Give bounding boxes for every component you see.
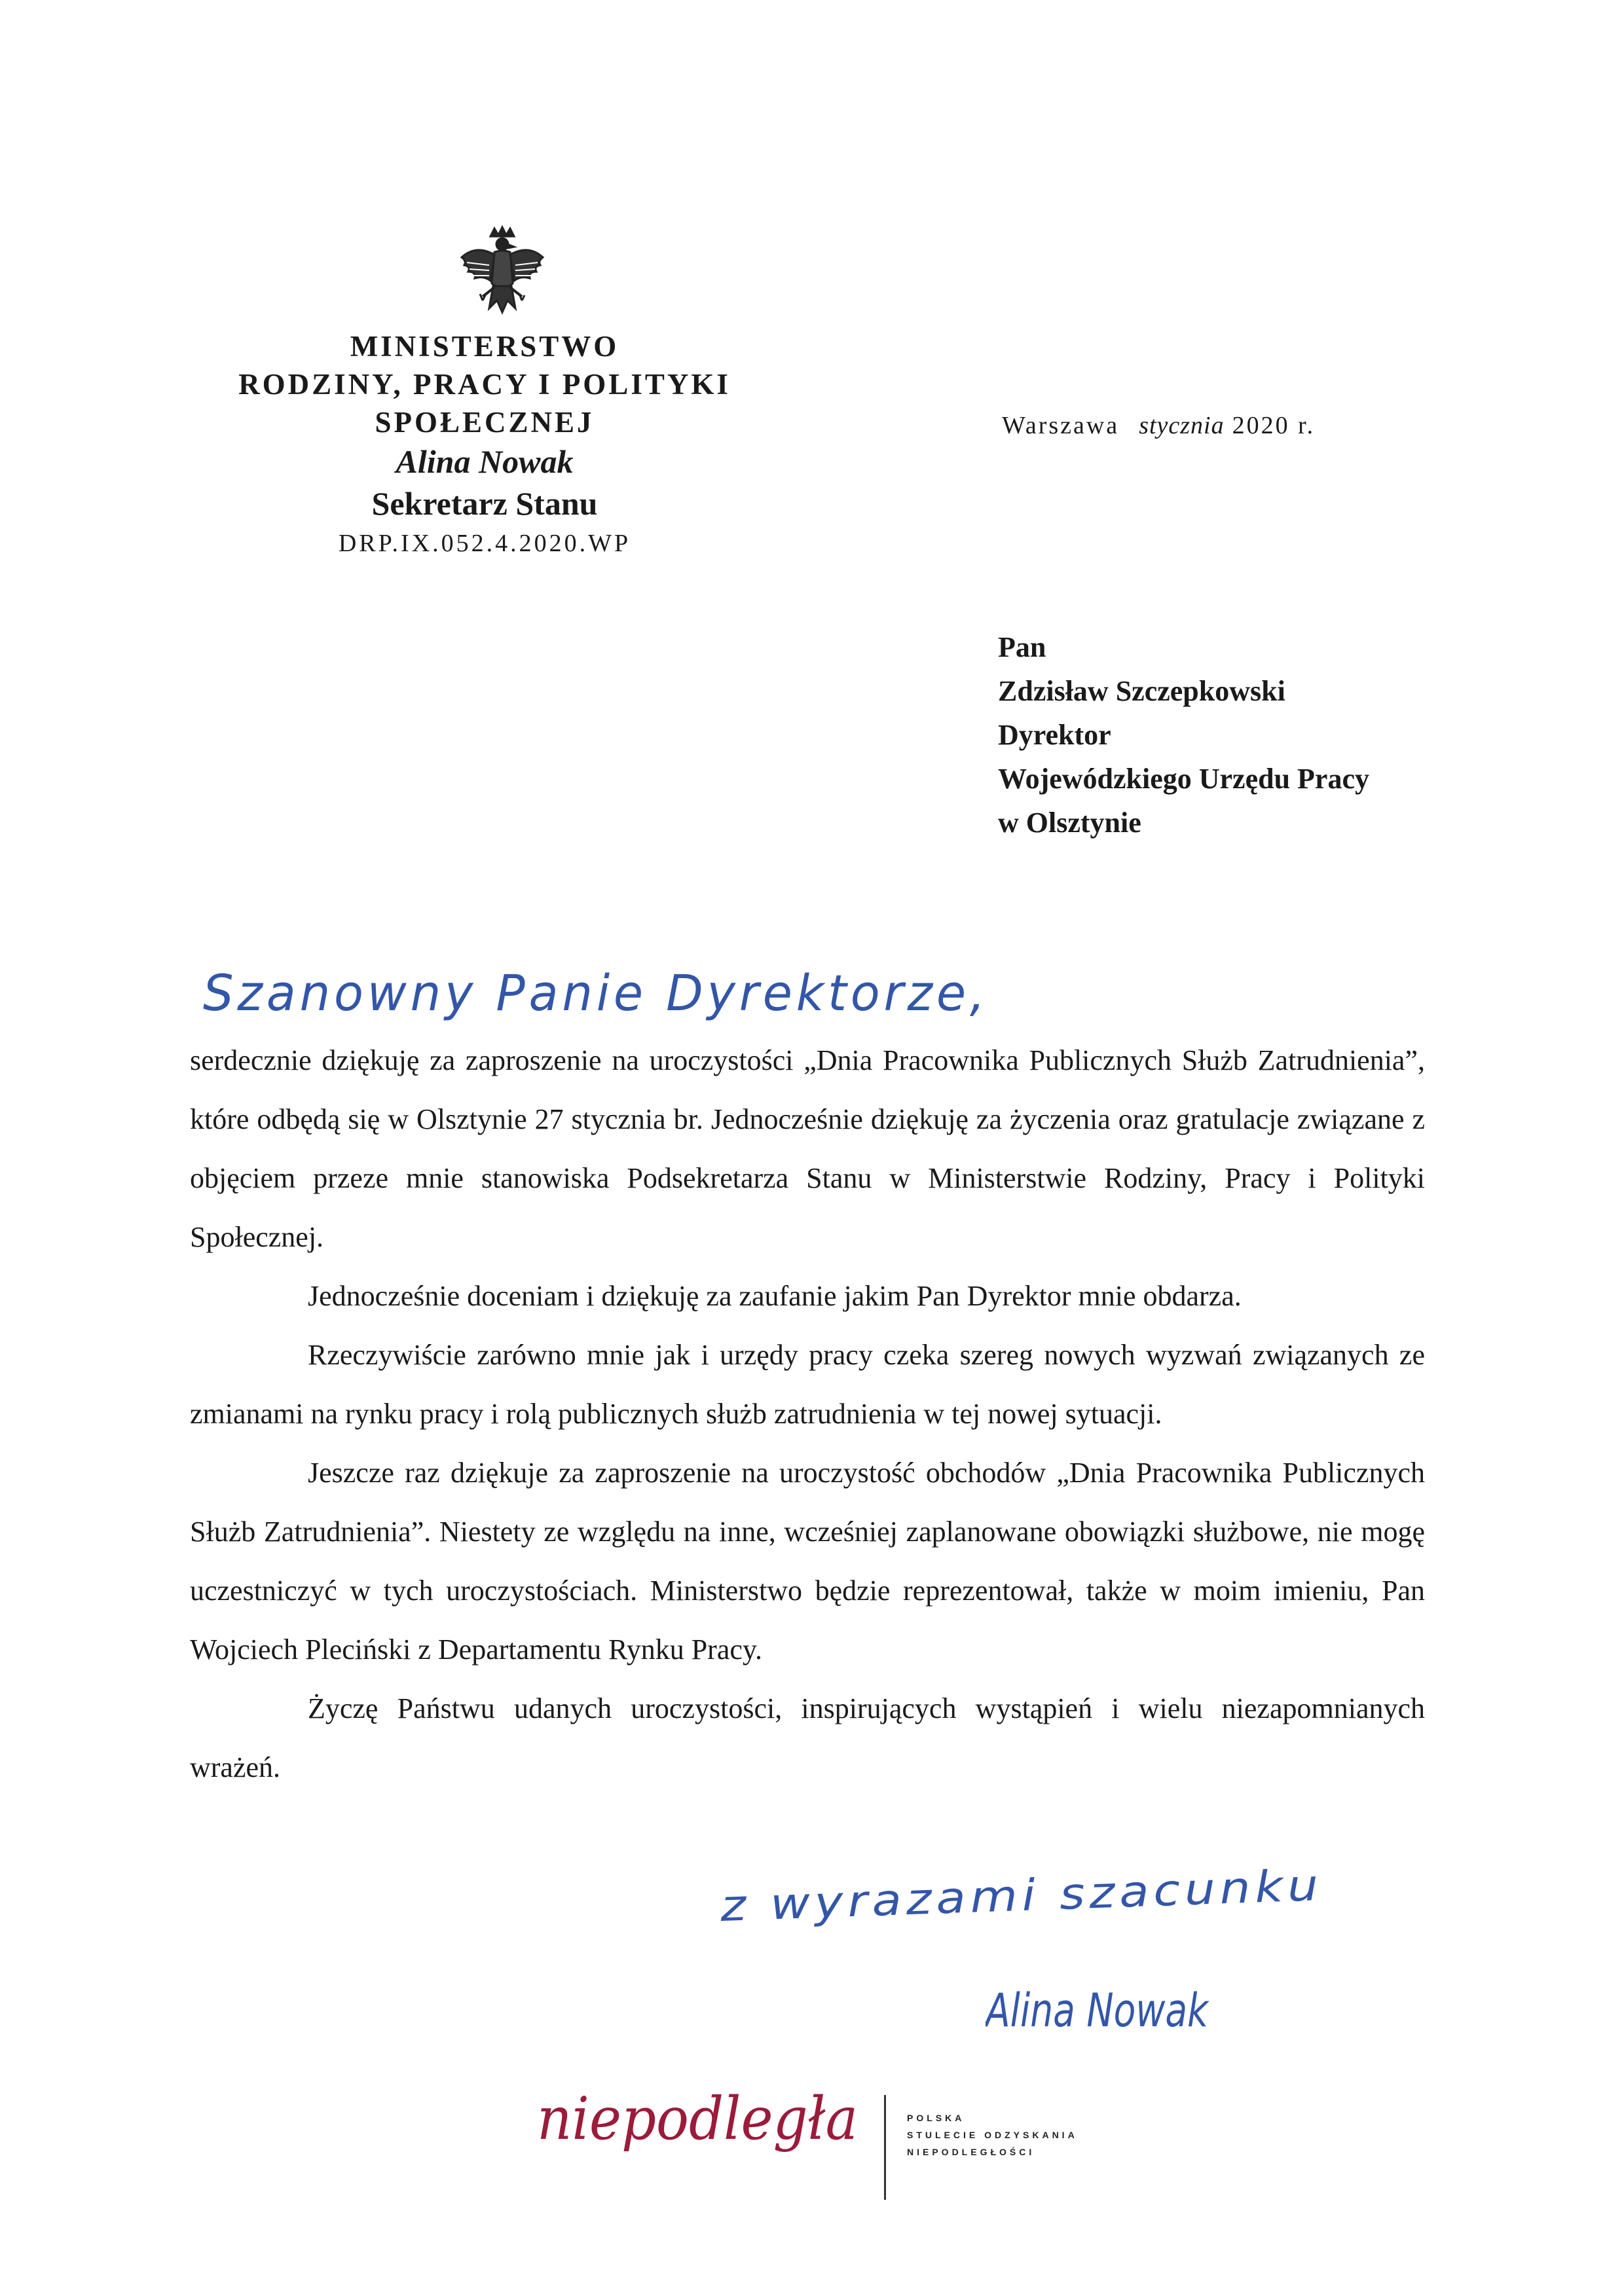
- addressee-block: [998, 625, 1369, 845]
- footer-line3: NIEPODLEGŁOŚCI: [907, 2147, 1035, 2157]
- addressee-institution: Wojewódzkiego Urzędu Pracy: [998, 763, 1369, 795]
- body-paragraph-5: Życzę Państwu udanych uroczystości, inspirujących wystąpień i wielu niezapomnianych wrażeń.: [190, 1692, 1425, 1783]
- body-paragraph-4: Jeszcze raz dziękuje za zaproszenie na uroczystość obchodów „Dnia Pracownika Publicznych Służb Zatrudnienia”. Niestety ze względu na inne, wcześniej zaplanowane obowiązki służbowe, nie mogę uczestniczyć w tych uroczystościach. Ministerstwo będzie reprezentował, także w moim imieniu, Pan Wojciech Pleciński z Departamentu Rynku Pracy.: [190, 1457, 1425, 1666]
- ministry-header: [157, 327, 812, 562]
- sender-title: Sekretarz Stanu: [371, 485, 598, 522]
- reference-number: DRP.IX.052.4.2020.WP: [338, 530, 631, 557]
- addressee-city: w Olsztynie: [998, 807, 1141, 839]
- closing-text: z wyrazami szacunku: [720, 1862, 1257, 1932]
- handwritten-salutation: [203, 948, 1022, 1043]
- sender-name: Alina Nowak: [396, 443, 574, 480]
- footer-caption: [907, 2109, 1078, 2160]
- footer-divider: [884, 2095, 886, 2200]
- date-month: stycznia: [1139, 412, 1225, 439]
- date-city: Warszawa: [1002, 412, 1120, 439]
- salutation-text: Szanowny Panie Dyrektorze,: [203, 964, 989, 1022]
- polish-eagle-emblem-icon: [456, 225, 548, 323]
- ministry-name-line1: MINISTERSTWO: [350, 330, 619, 363]
- logo-word: niepodległa: [537, 2085, 858, 2153]
- signature-text: Alina Nowak: [986, 1984, 1209, 2037]
- addressee-line: Pan: [998, 631, 1046, 663]
- niepodlegla-logo: [537, 2077, 877, 2178]
- body-paragraph-3: Rzeczywiście zarówno mnie jak i urzędy pracy czeka szereg nowych wyzwań związanych ze zmianami na rynku pracy i rolą publicznych służb zatrudnienia w tej nowej sytuacji.: [190, 1339, 1425, 1430]
- body-paragraph-2: Jednocześnie doceniam i dziękuję za zaufanie jakim Pan Dyrektor mnie obdarza.: [308, 1280, 1242, 1312]
- addressee-name: Zdzisław Szczepkowski: [998, 675, 1285, 707]
- date-year: 2020 r.: [1232, 412, 1316, 439]
- signature: [986, 1954, 1261, 2056]
- handwritten-closing: [720, 1858, 1342, 1940]
- footer-line1: POLSKA: [907, 2113, 965, 2123]
- ministry-name-line2: RODZINY, PRACY I POLITYKI SPOŁECZNEJ: [238, 368, 731, 439]
- date-line: [1002, 411, 1315, 440]
- body-paragraph-1: serdecznie dziękuję za zaproszenie na uroczystości „Dnia Pracownika Publicznych Służb Zatrudnienia”, które odbędą się w Olsztynie 27 stycznia br. Jednocześnie dziękuję za życzenia oraz gratulacje związane z objęciem przeze mnie stanowiska Podsekretarza Stanu w Ministerstwie Rodziny, Pracy i Polityki Społecznej.: [190, 1044, 1425, 1253]
- letter-body: [190, 1031, 1425, 1797]
- footer-line2: STULECIE ODZYSKANIA: [907, 2130, 1078, 2140]
- addressee-position: Dyrektor: [998, 719, 1111, 751]
